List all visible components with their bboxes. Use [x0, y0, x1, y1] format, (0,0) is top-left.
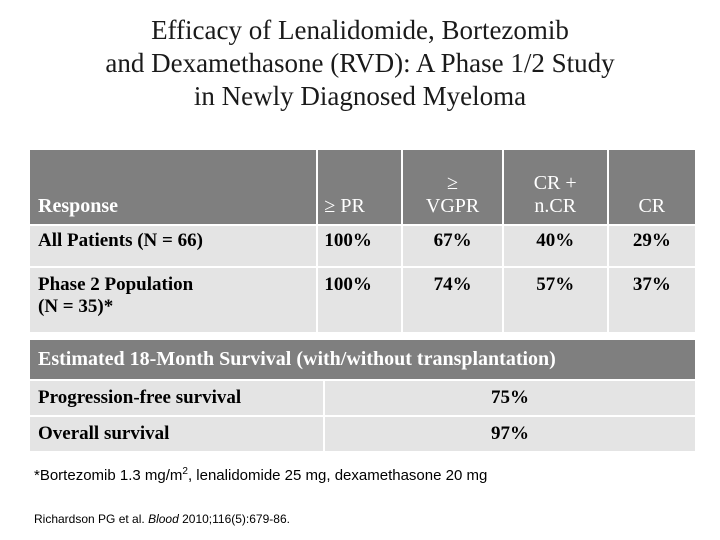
citation	[34, 512, 290, 526]
citation-details: 2010;116(5):679-86.	[178, 512, 290, 526]
footnote-text: *Bortezomib 1.3 mg/m	[34, 467, 183, 484]
cell-vgpr: 74%	[402, 267, 502, 332]
row-label-phase2-line1: Phase 2 Population	[38, 274, 194, 295]
cell-vgpr: 67%	[402, 225, 502, 267]
header-crncr	[503, 150, 608, 225]
row-label-pfs: Progression-free survival	[30, 380, 324, 416]
cell-cr: 37%	[608, 267, 695, 332]
header-vgpr-label: VGPR	[425, 195, 480, 217]
table-row	[30, 267, 695, 332]
footnote-text-rest: , lenalidomide 25 mg, dexamethasone 20 mg	[187, 467, 488, 484]
table-row	[30, 380, 695, 416]
response-table	[30, 150, 695, 332]
cell-os-value: 97%	[324, 416, 695, 451]
footnote-superscript: 2	[182, 466, 188, 477]
survival-header: Estimated 18-Month Survival (with/without transplantation)	[30, 340, 695, 380]
survival-table	[30, 340, 695, 451]
citation-authors: Richardson PG et al.	[34, 512, 149, 526]
header-cr: CR	[608, 150, 695, 225]
citation-journal: Blood	[148, 512, 179, 526]
slide-title	[0, 14, 720, 113]
title-line-3: in Newly Diagnosed Myeloma	[193, 81, 527, 111]
survival-header-row	[30, 340, 695, 380]
cell-pfs-value: 75%	[324, 380, 695, 416]
title-line-1: Efficacy of Lenalidomide, Bortezomib	[151, 15, 569, 45]
row-label-all-patients: All Patients (N = 66)	[30, 225, 317, 267]
title-line-2: and Dexamethasone (RVD): A Phase 1/2 Study	[105, 48, 615, 78]
header-vgpr	[402, 150, 502, 225]
header-crncr-line1: CR +	[533, 172, 577, 194]
cell-crncr: 57%	[503, 267, 608, 332]
row-label-os: Overall survival	[30, 416, 324, 451]
table-row	[30, 416, 695, 451]
footnote	[34, 466, 487, 484]
cell-crncr: 40%	[503, 225, 608, 267]
row-label-phase2	[30, 267, 317, 332]
response-header-row	[30, 150, 695, 225]
row-label-phase2-line2: (N = 35)*	[38, 296, 114, 317]
header-pr: ≥ PR	[317, 150, 402, 225]
header-response: Response	[30, 150, 317, 225]
cell-pr: 100%	[317, 267, 402, 332]
header-crncr-line2: n.CR	[534, 195, 577, 217]
table-row	[30, 225, 695, 267]
cell-cr: 29%	[608, 225, 695, 267]
header-vgpr-symbol: ≥	[447, 172, 459, 194]
cell-pr: 100%	[317, 225, 402, 267]
